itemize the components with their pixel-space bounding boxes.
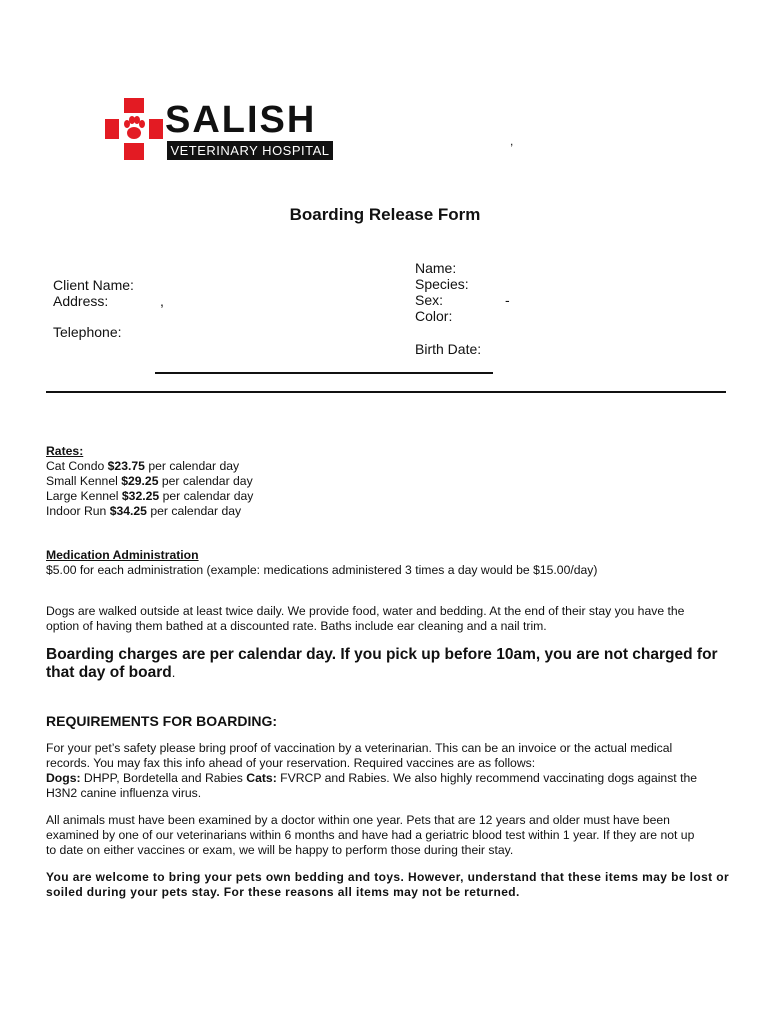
form-title: Boarding Release Form <box>289 205 481 224</box>
stray-comma: , <box>510 134 514 148</box>
bedding-paragraph-line: You are welcome to bring your pets own bedding and toys. However, understand that these items may be lost or <box>46 870 730 884</box>
sex-separator: - <box>505 292 510 308</box>
divider-short <box>155 372 493 374</box>
color-label: Color: <box>415 308 453 324</box>
rates-heading: Rates: <box>46 444 84 458</box>
pet-name-label: Name: <box>415 260 457 276</box>
rate-item: Cat Condo $23.75 per calendar day <box>46 459 240 473</box>
requirements-line: H3N2 canine influenza virus. <box>46 786 202 800</box>
sex-label: Sex: <box>415 292 444 308</box>
logo-brand-text: SALISH <box>165 99 317 141</box>
medication-heading: Medication Administration <box>46 548 199 562</box>
charges-notice-line: that day of board. <box>46 664 176 681</box>
hospital-logo <box>105 98 340 160</box>
exam-paragraph-line: to date on either vaccines or exam, we will be happy to perform those during their stay. <box>46 843 514 857</box>
bedding-paragraph-line: soiled during your pets stay. For these reasons all items may not be returned. <box>46 885 520 899</box>
medication-text: $5.00 for each administration (example: medications administered 3 times a day would be $15.00/day) <box>46 563 598 577</box>
client-name-label: Client Name: <box>53 277 134 293</box>
species-label: Species: <box>415 276 469 292</box>
requirements-heading: REQUIREMENTS FOR BOARDING: <box>46 713 277 729</box>
address-separator: , <box>160 293 164 309</box>
logo-subtitle: VETERINARY HOSPITAL <box>167 141 333 160</box>
requirements-line: records. You may fax this info ahead of your reservation. Required vaccines are as follows: <box>46 756 536 770</box>
care-paragraph-line: option of having them bathed at a discounted rate. Baths include ear cleaning and a nail trim. <box>46 619 547 633</box>
telephone-label: Telephone: <box>53 324 122 340</box>
divider-long <box>46 391 726 393</box>
rate-item: Large Kennel $32.25 per calendar day <box>46 489 254 503</box>
rate-item: Indoor Run $34.25 per calendar day <box>46 504 242 518</box>
vaccines-line: Dogs: DHPP, Bordetella and Rabies Cats: FVRCP and Rabies. We also highly recommend vaccinating dogs against the <box>46 771 698 785</box>
paw-icon <box>119 113 149 143</box>
exam-paragraph-line: All animals must have been examined by a doctor within one year. Pets that are 12 years and older must have been <box>46 813 670 827</box>
exam-paragraph-line: examined by one of our veterinarians within 6 months and have had a geriatric blood test within 1 year. If they are not up <box>46 828 695 842</box>
care-paragraph-line: Dogs are walked outside at least twice daily. We provide food, water and bedding. At the end of their stay you have the <box>46 604 685 618</box>
red-cross-icon <box>105 98 163 160</box>
address-label: Address: <box>53 293 109 309</box>
birth-date-label: Birth Date: <box>415 341 482 357</box>
charges-notice-line: Boarding charges are per calendar day. If you pick up before 10am, you are not charged for <box>46 646 718 663</box>
requirements-line: For your pet’s safety please bring proof of vaccination by a veterinarian. This can be an invoice or the actual medical <box>46 741 673 755</box>
rate-item: Small Kennel $29.25 per calendar day <box>46 474 253 488</box>
